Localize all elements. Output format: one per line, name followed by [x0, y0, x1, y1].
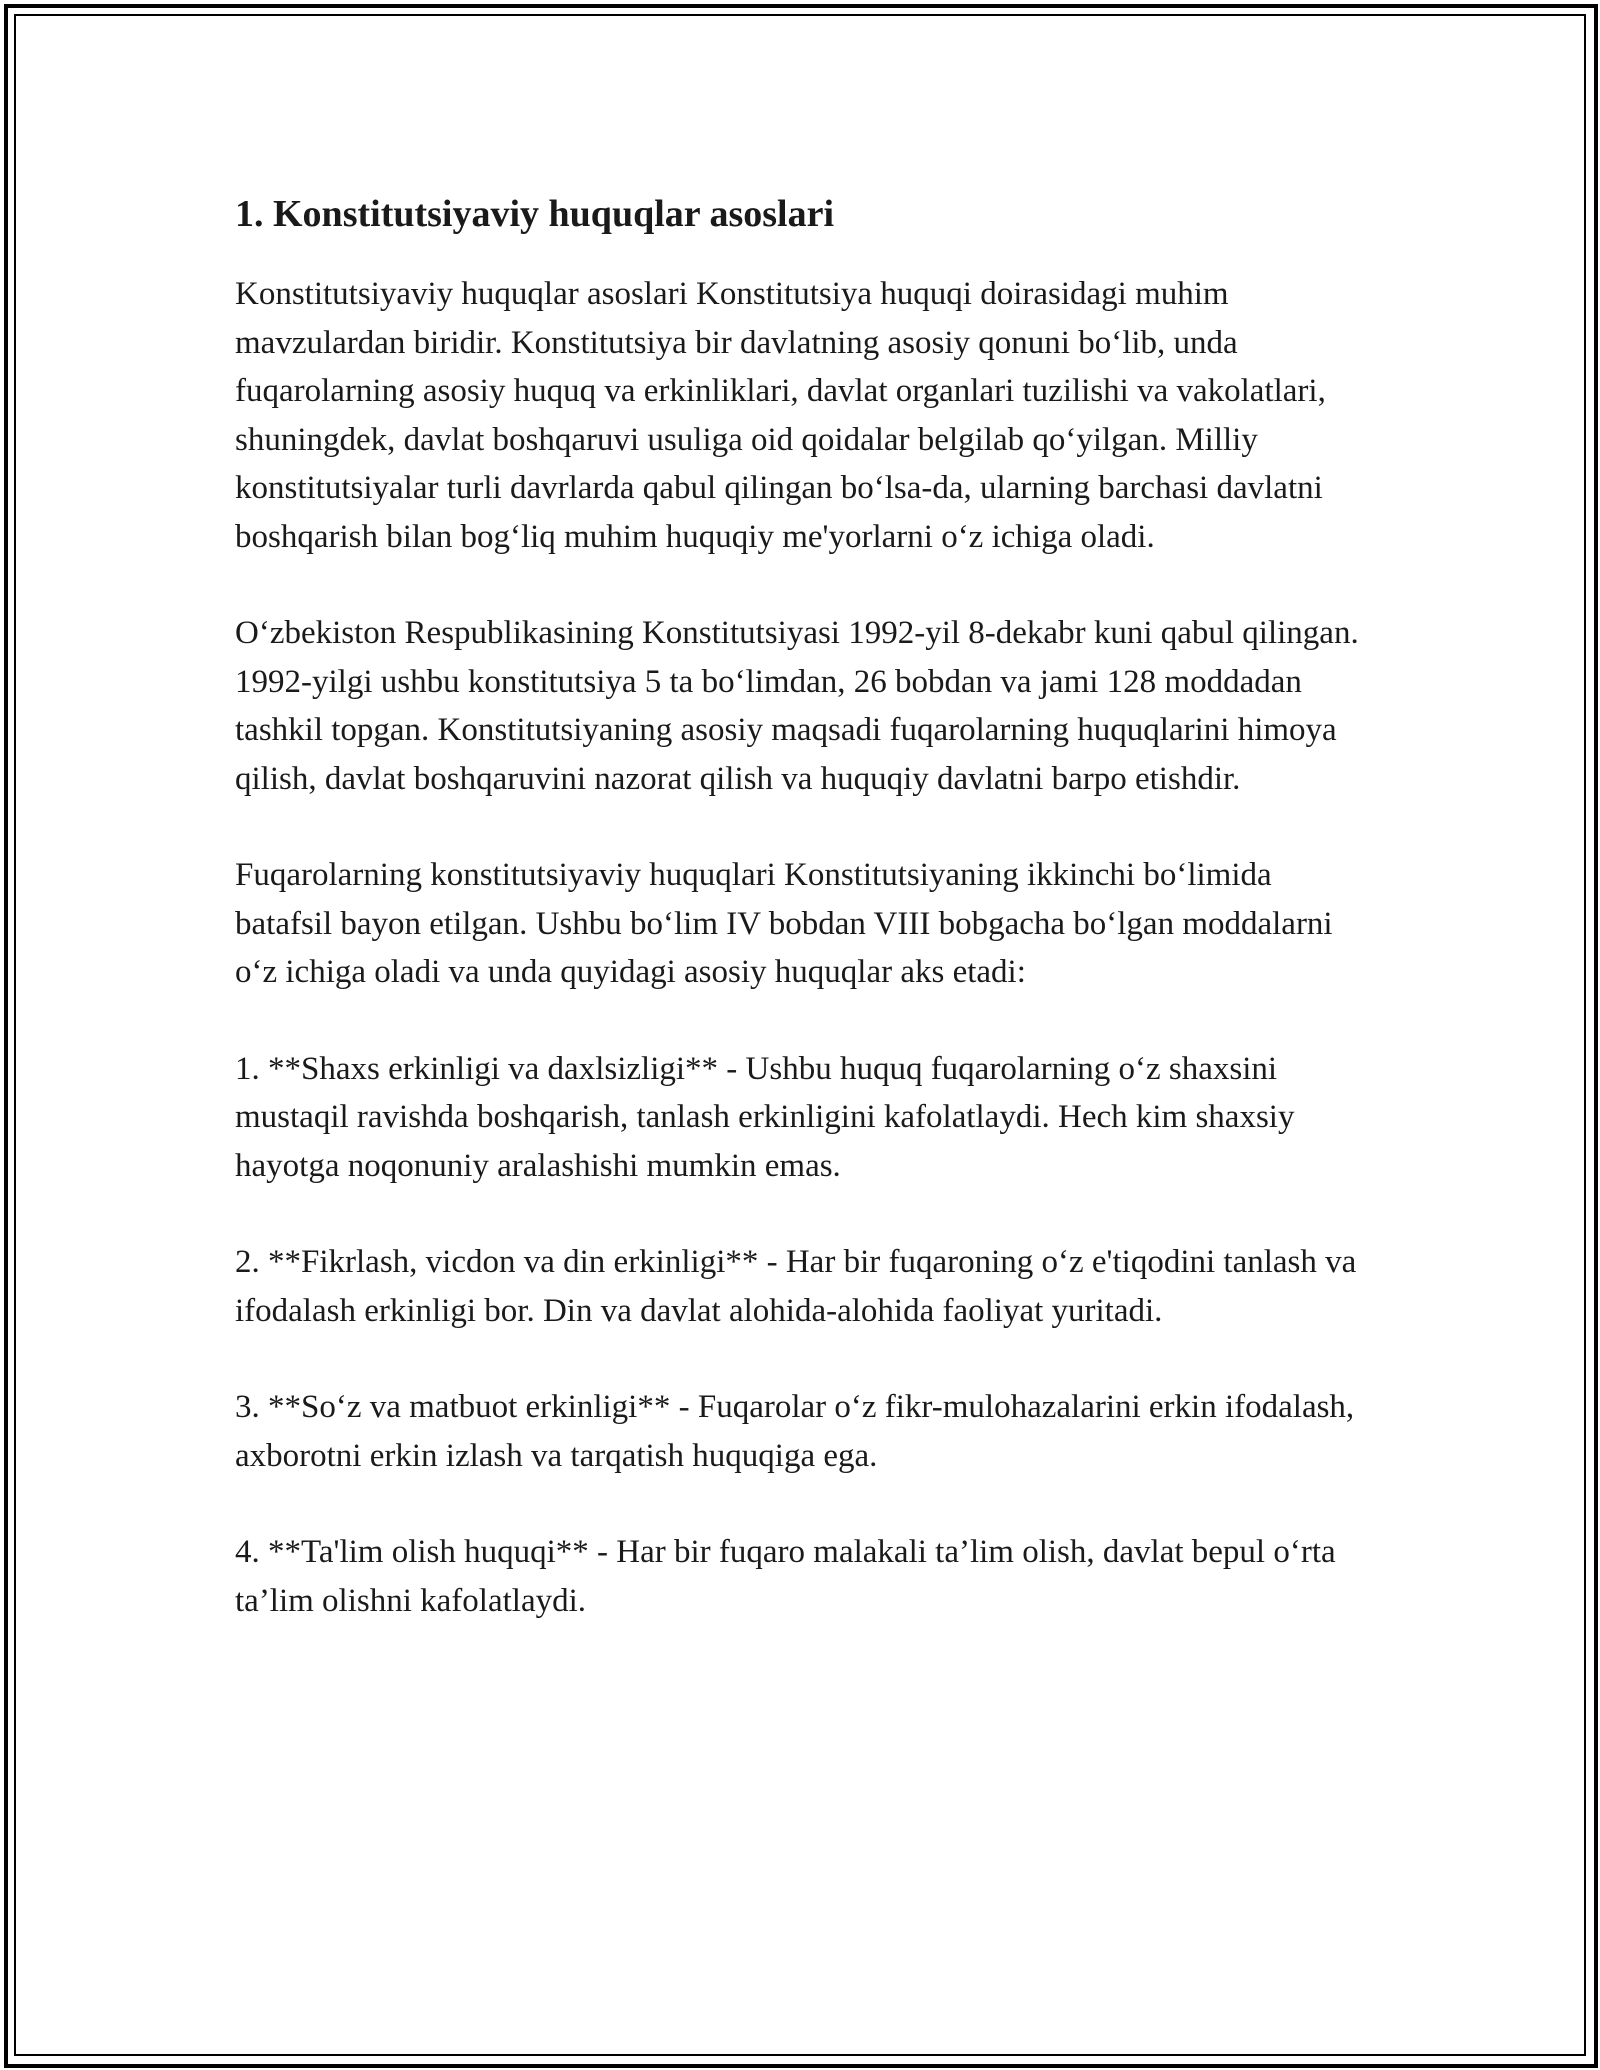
- constitution-history-paragraph: O‘zbekiston Respublikasining Konstitutsiyasi 1992-yil 8-dekabr kuni qabul qilingan. 1992-yilgi ushbu konstitutsiya 5 ta bo‘limdan, 26 bobdan va jami 128 moddadan tashkil topgan. Konstitutsiyaning asosiy maqsadi fuqarolarning huquqlarini himoya qilish, davlat boshqaruvini nazorat qilish va huquqiy davlatni barpo etishdir.: [235, 615, 1359, 797]
- rights-section-paragraph: Fuqarolarning konstitutsiyaviy huquqlari Konstitutsiyaning ikkinchi bo‘limida batafsil bayon etilgan. Ushbu bo‘lim IV bobdan VIII bobgacha bo‘lgan moddalarni o‘z ichiga oladi va unda quyidagi asosiy huquqlar aks etadi:: [235, 857, 1333, 990]
- list-item-freedom-of-speech: 3. **So‘z va matbuot erkinligi** - Fuqarolar o‘z fikr-mulohazalarini erkin ifodalash, axborotni erkin izlash va tarqatish huquqiga ega.: [235, 1389, 1355, 1474]
- section-heading: 1. Konstitutsiyaviy huquqlar asoslari: [235, 193, 835, 235]
- document-body: [235, 188, 1370, 1625]
- intro-paragraph: Konstitutsiyaviy huquqlar asoslari Konstitutsiya huquqi doirasidagi muhim mavzulardan biridir. Konstitutsiya bir davlatning asosiy qonuni bo‘lib, unda fuqarolarning asosiy huquq va erkinliklari, davlat organlari tuzilishi va vakolatlari, shuningdek, davlat boshqaruvi usuliga oid qoidalar belgilab qo‘yilgan. Milliy konstitutsiyalar turli davrlarda qabul qilingan bo‘lsa-da, ularning barchasi davlatni boshqarish bilan bog‘liq muhim huquqiy me'yorlarni o‘z ichiga oladi.: [235, 276, 1326, 555]
- list-item-freedom-of-conscience: 2. **Fikrlash, vicdon va din erkinligi** - Har bir fuqaroning o‘z e'tiqodini tanlash va ifodalash erkinligi bor. Din va davlat alohida-alohida faoliyat yuritadi.: [235, 1244, 1357, 1329]
- list-item-personal-freedom: 1. **Shaxs erkinligi va daxlsizligi** - Ushbu huquq fuqarolarning o‘z shaxsini mustaqil ravishda boshqarish, tanlash erkinligini kafolatlaydi. Hech kim shaxsiy hayotga noqonuniy aralashishi mumkin emas.: [235, 1050, 1295, 1184]
- list-item-right-to-education: 4. **Ta'lim olish huquqi** - Har bir fuqaro malakali ta’lim olish, davlat bepul o‘rta ta’lim olishni kafolatlaydi.: [235, 1534, 1336, 1619]
